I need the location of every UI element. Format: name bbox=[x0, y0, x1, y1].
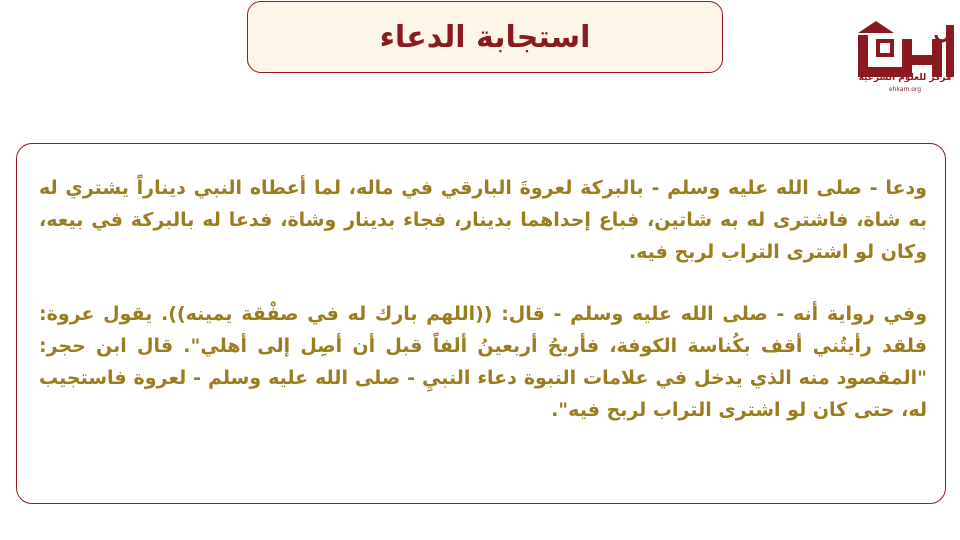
paragraph-2: وفي رواية أنه - صلى الله عليه وسلم - قال: ((اللهم بارك له في صفْقة يمينه)). يقول عروة: فلقد رأيتُني أقف بكُناسة الكوفة، فأربحُ أربعينُ ألفاً قبل أن أصِل إلى أهلي". قال ابن حجر: "المقصود منه الذي يدخل في علامات النبوة دعاء النبيِ - صلى الله عليه وسلم - لعروة فاستجيب له، حتى كان لو اشترى التراب لربح فيه". bbox=[39, 303, 927, 421]
content-panel bbox=[16, 143, 946, 504]
paragraph-1: ودعا - صلى الله عليه وسلم - بالبركة لعروةَ البارقي في ماله، لما أعطاه النبي ديناراً يشتري له به شاة، فاشترى له به شاتين، فباع إحداهما بدينار، فجاء بدينار وشاة، فدعا له بالبركة في بيعه، وكان لو اشترى التراب لربح فيه. bbox=[39, 177, 927, 263]
title-banner bbox=[247, 1, 723, 73]
page-title: استجابة الدعاء bbox=[379, 19, 591, 55]
logo-subtitle: مركز للعلوم الشرعية bbox=[858, 73, 952, 83]
logo-url: ehkam.org bbox=[888, 86, 922, 93]
